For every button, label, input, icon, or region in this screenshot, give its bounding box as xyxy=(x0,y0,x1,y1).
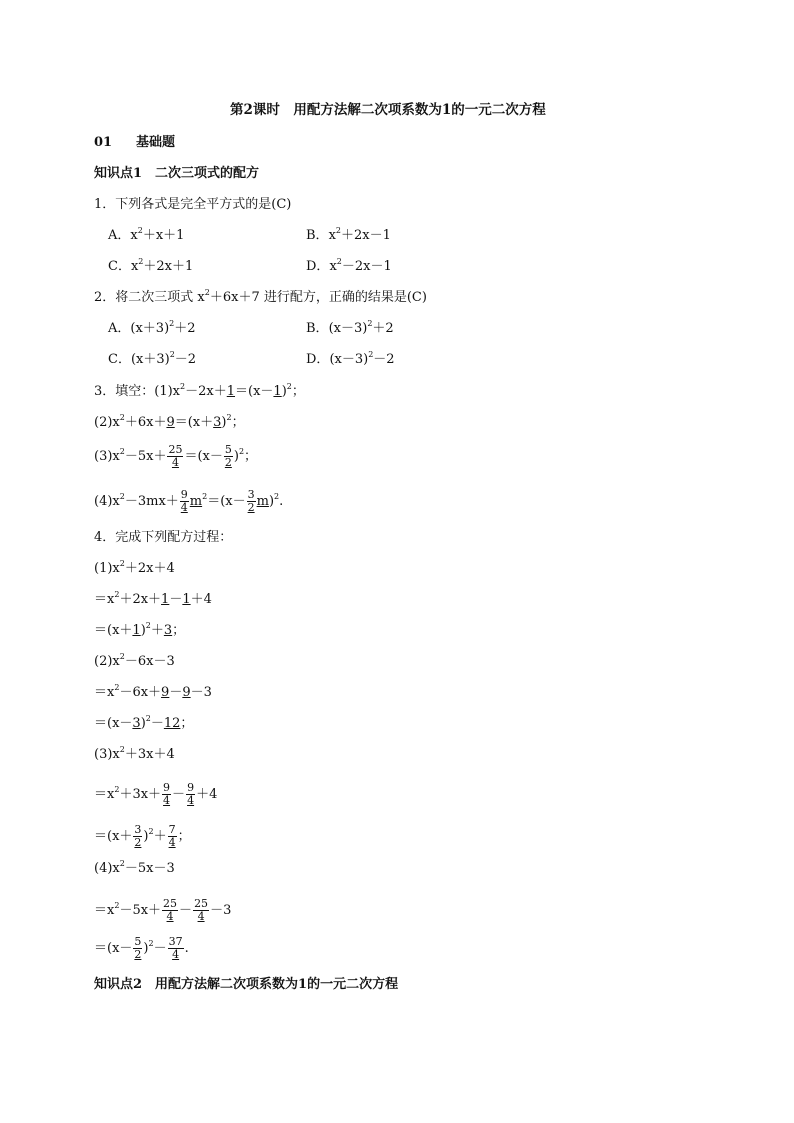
question-1-option-a: A．$x^2+x+1$ xyxy=(108,226,185,243)
fraction: $\frac{37}{4}$ xyxy=(168,935,183,961)
question-3-part-1: 3．填空：$(1)x^2-2x+1=(x-1)^2$； xyxy=(94,382,305,399)
question-2-option-a: A．$(x+3)^2+2$ xyxy=(108,319,196,336)
question-2-option-b: B．$(x-3)^2+2$ xyxy=(306,319,394,336)
question-4-stem: 4．完成下列配方过程： xyxy=(94,530,233,545)
fraction: $\frac{3}{2}$ xyxy=(247,488,255,514)
q4-p1-line-3: $=(x+1)^2+3$； xyxy=(94,621,186,638)
knowledge-point-2-heading: 知识点2 用配方法解二次项系数为1的一元二次方程 xyxy=(94,977,399,992)
question-2-option-c: C．$(x+3)^2-2$ xyxy=(108,350,197,367)
fraction: $\frac{7}{4}$ xyxy=(168,823,176,849)
q4-p2-line-3: $=(x-3)^2-12$； xyxy=(94,714,194,731)
fraction: $\frac{9}{4}$ xyxy=(163,781,171,807)
q4-p2-line-2: $=x^2-6x+9-9-3$ xyxy=(94,683,212,700)
section-number: 01 xyxy=(94,135,113,150)
fraction: $\frac{9}{4}$ xyxy=(187,781,195,807)
q4-p4-line-2: $=x^2-5x+$ $\frac{25}{4}$ － $\frac{25}{4}$ －3 xyxy=(94,897,232,923)
q4-p1-line-2: $=x^2+2x+1-1+4$ xyxy=(94,590,212,607)
question-1-stem: 1．下列各式是完全平方式的是(C) xyxy=(94,197,292,212)
q4-p1-line-1: $(1)x^2+2x+4$ xyxy=(94,559,175,576)
fraction: $\frac{5}{2}$ xyxy=(224,443,232,469)
question-1-option-b: B．$x^2+2x-1$ xyxy=(306,226,391,243)
q4-p3-line-3: ＝(x＋ $\frac{3}{2}$ )$^2$＋ $\frac{7}{4}$ ； xyxy=(94,823,191,849)
fraction: $\frac{25}{4}$ xyxy=(194,897,209,923)
fraction: $\frac{9}{4}$ xyxy=(180,488,188,514)
q4-p3-line-2: $=x^2+3x+$ $\frac{9}{4}$ － $\frac{9}{4}$ ＋4 xyxy=(94,781,218,807)
page-title: 第2课时 用配方法解二次项系数为1的一元二次方程 xyxy=(230,102,546,118)
question-2-stem: 2．将二次三项式 $x^2+6x+7$ 进行配方，正确的结果是(C) xyxy=(94,288,427,305)
section-label: 基础题 xyxy=(136,135,176,150)
q4-p3-line-1: $(3)x^2+3x+4$ xyxy=(94,745,175,762)
question-3-part-3: $(3)x^2-5x+$ $\frac{25}{4}$ ＝(x－ $\frac{5}{2}$ )$^2$； xyxy=(94,443,258,469)
knowledge-point-1-heading: 知识点1 二次三项式的配方 xyxy=(94,166,260,181)
question-1-option-d: D．$x^2-2x-1$ xyxy=(306,257,392,274)
question-3-part-4: $(4)x^2-3mx+$ $\frac{9}{4}$ $m^2=(x-$ $\frac{3}{2}$ m)$^2$. xyxy=(94,488,284,514)
q4-p2-line-1: $(2)x^2-6x-3$ xyxy=(94,652,175,669)
fraction: $\frac{25}{4}$ xyxy=(163,897,178,923)
fraction: $\frac{5}{2}$ xyxy=(134,935,142,961)
question-2-option-d: D．$(x-3)^2-2$ xyxy=(306,350,395,367)
fraction: $\frac{3}{2}$ xyxy=(134,823,142,849)
q4-p4-line-1: $(4)x^2-5x-3$ xyxy=(94,859,175,876)
question-1-option-c: C．$x^2+2x+1$ xyxy=(108,257,194,274)
q4-p4-line-3: ＝(x－ $\frac{5}{2}$ )$^2$－ $\frac{37}{4}$ . xyxy=(94,935,189,961)
fraction: $\frac{25}{4}$ xyxy=(168,443,183,469)
question-3-part-2: $(2)x^2+6x+9=(x+3)^2$； xyxy=(94,413,245,430)
